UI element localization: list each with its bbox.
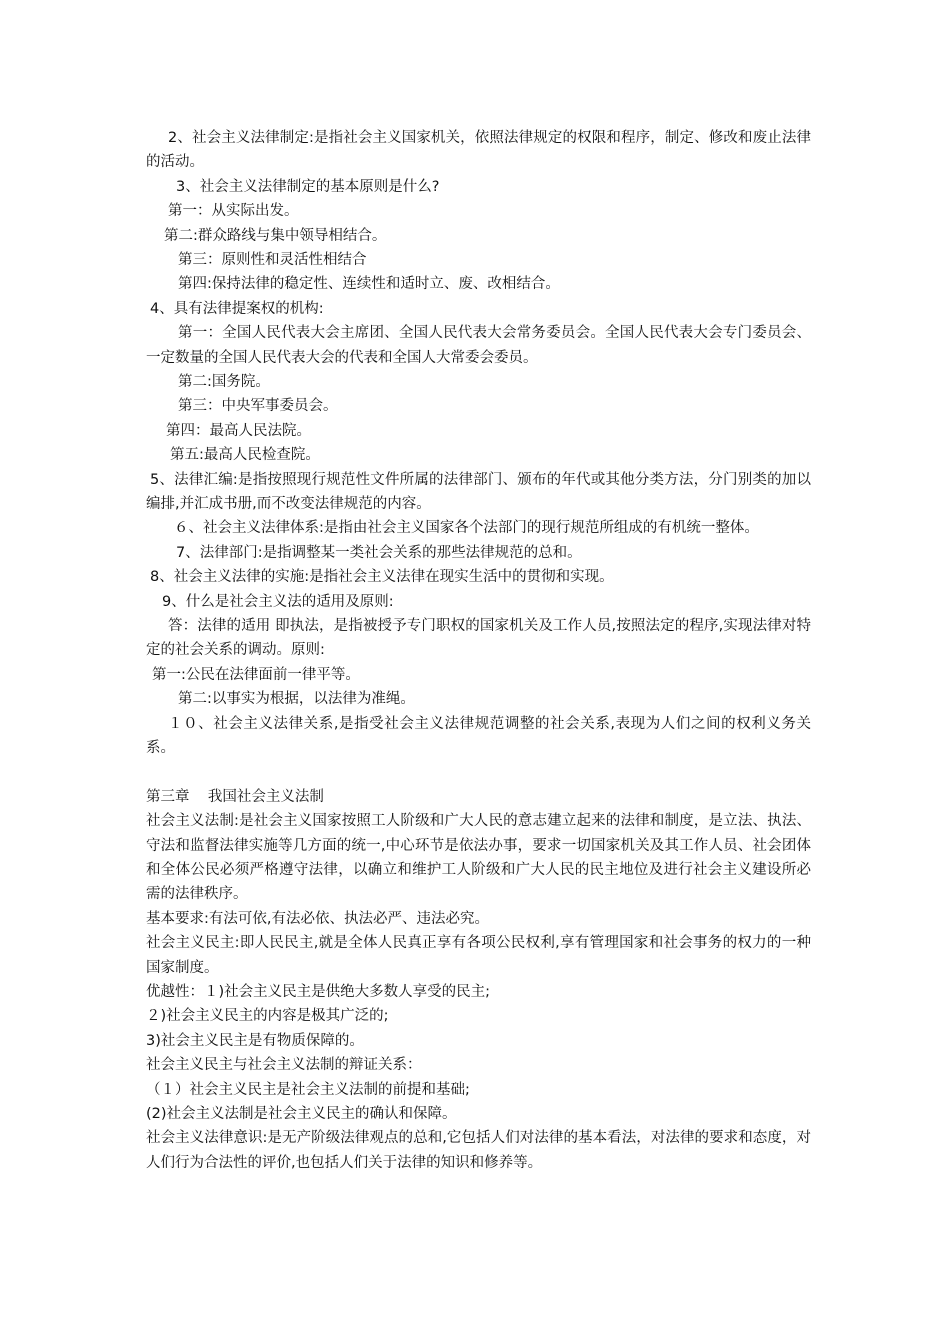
dialectic-title: 社会主义民主与社会主义法制的辩证关系： <box>146 1057 422 1074</box>
paragraph-law-making: 2、社会主义法律制定:是指社会主义国家机关，依照法律规定的权限和程序，制定、修改和废止法律的活动。 <box>146 130 811 171</box>
a9-item-2: 第二:以事实为根据，以法律为准绳。 <box>178 691 415 708</box>
answer-9: 答：法律的适用 即执法，是指被授予专门职权的国家机关及工作人员,按照法定的程序,实现法律对特定的社会关系的调动。原则: <box>146 617 811 659</box>
paragraph-law-implementation: 8、社会主义法律的实施:是指社会主义法律在现实生活中的贯彻和实现。 <box>150 569 614 586</box>
paragraph-legal-consciousness: 社会主义法律意识:是无产阶级法律观点的总和,它包括人们对法律的基本看法，对法律的要求和态度，对人们行为合法性的评价,也包括人们关于法律的知识和修养等。 <box>146 1130 811 1171</box>
paragraph-legal-system: ６、社会主义法律体系:是指由社会主义国家各个法部门的现行规范所组成的有机统一整体。 <box>174 520 759 537</box>
paragraph-basic-requirements: 基本要求:有法可依,有法必依、执法必严、违法必究。 <box>146 910 489 927</box>
superiority-item-1: 优越性：１)社会主义民主是供绝大多数人享受的民主; <box>146 983 491 1000</box>
a9-item-1: 第一:公民在法律面前一律平等。 <box>152 666 360 683</box>
paragraph-rule-of-law: 社会主义法制:是社会主义国家按照工人阶级和广大人民的意志建立起来的法律和制度，是立法、执法、守法和监督法律实施等几方面的统一,中心环节是依法办事，要求一切国家机关及其工作人员、社会团体和全体公民必须严格遵守法律，以确立和维护工人阶级和广大人民的民主地位及进行社会主义建设所必需的法律秩序。 <box>146 813 811 903</box>
q4-item-1: 第一：全国人民代表大会主席团、全国人民代表大会常务委员会。全国人民代表大会专门委员会、一定数量的全国人民代表大会的代表和全国人大常委会委员。 <box>146 325 811 366</box>
q4-item-2: 第二:国务院。 <box>178 373 270 390</box>
q4-item-4: 第四：最高人民法院。 <box>166 422 311 439</box>
q3-item-3: 第三：原则性和灵活性相结合 <box>178 251 367 268</box>
paragraph-legal-relation: １０、社会主义法律关系,是指受社会主义法律规范调整的社会关系,表现为人们之间的权利义务关系。 <box>146 715 811 756</box>
question-3: 3、社会主义法律制定的基本原则是什么? <box>176 178 440 195</box>
paragraph-legal-department: 7、法律部门:是指调整某一类社会关系的那些法律规范的总和。 <box>176 544 582 561</box>
q4-item-3: 第三：中央军事委员会。 <box>178 398 338 415</box>
superiority-item-3: 3)社会主义民主是有物质保障的。 <box>146 1032 364 1049</box>
spacer <box>146 760 811 784</box>
q4-item-5: 第五:最高人民检查院。 <box>170 447 320 464</box>
document-page <box>146 126 811 1175</box>
paragraph-legal-compilation: 5、法律汇编:是指按照现行规范性文件所属的法律部门、颁布的年代或其他分类方法，分门别类的加以编排,并汇成书册,而不改变法律规范的内容。 <box>146 471 811 512</box>
dialectic-item-1: （１）社会主义民主是社会主义法制的前提和基础; <box>146 1081 470 1098</box>
question-4: 4、具有法律提案权的机构: <box>150 300 324 317</box>
question-9: 9、什么是社会主义法的适用及原则: <box>162 593 394 610</box>
paragraph-democracy: 社会主义民主:即人民民主,就是全体人民真正享有各项公民权利,享有管理国家和社会事务的权力的一种国家制度。 <box>146 935 811 976</box>
dialectic-item-2: (2)社会主义法制是社会主义民主的确认和保障。 <box>146 1105 457 1122</box>
q3-item-1: 第一：从实际出发。 <box>168 203 299 220</box>
chapter-heading: 第三章 我国社会主义法制 <box>146 788 324 805</box>
q3-item-2: 第二:群众路线与集中领导相结合。 <box>164 227 387 244</box>
q3-item-4: 第四:保持法律的稳定性、连续性和适时立、废、改相结合。 <box>178 276 560 293</box>
superiority-item-2: ２)社会主义民主的内容是极其广泛的; <box>146 1008 389 1025</box>
